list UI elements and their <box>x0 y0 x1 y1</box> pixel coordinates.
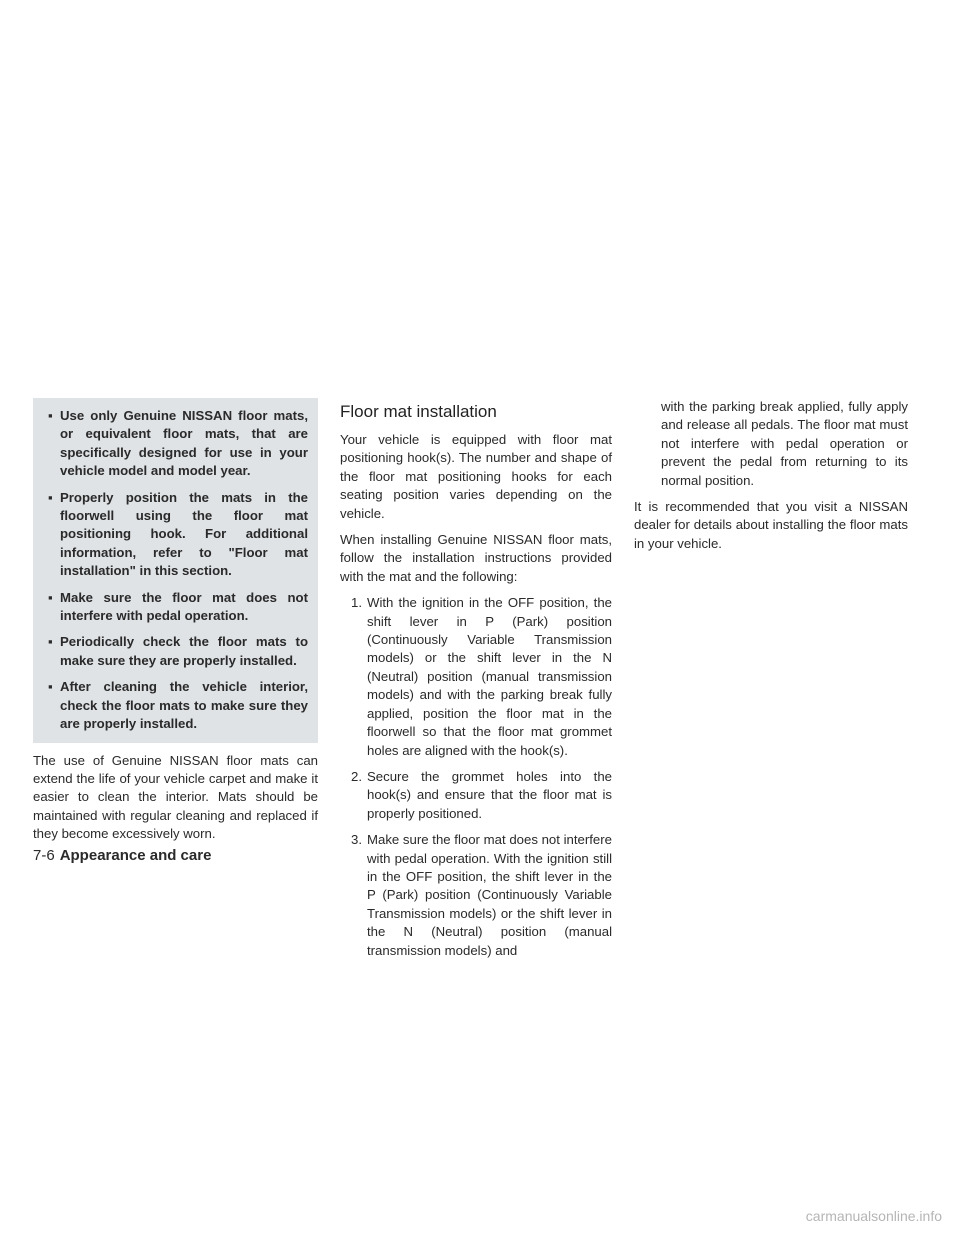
warning-item: ▪ Properly position the mats in the floorwell using the floor mat positioning hook. For additional information, refer to "Floor mat installation" in this section. <box>48 489 308 579</box>
left-column <box>33 398 318 852</box>
watermark: carmanualsonline.info <box>805 1208 942 1224</box>
bullet-icon: ▪ <box>48 408 53 423</box>
section-title: Floor mat installation <box>340 402 497 421</box>
warning-item: ▪ Periodically check the floor mats to make sure they are properly installed. <box>48 634 308 668</box>
bullet-icon: ▪ <box>48 679 53 695</box>
step-number: 1. <box>351 595 362 611</box>
step-number: 3. <box>351 832 362 848</box>
paragraph: When installing Genuine NISSAN floor mats, follow the installation instructions provided with the mat and the following: <box>340 532 612 584</box>
intro-paragraph: The use of Genuine NISSAN floor mats can extend the life of your vehicle carpet and make it easier to clean the interior. Mats should be maintained with regular cleaning and replaced if they become excessively worn. <box>33 752 318 842</box>
right-column <box>634 398 908 561</box>
warning-box <box>33 398 318 743</box>
middle-column <box>340 398 612 968</box>
step-item: 3. Make sure the floor mat does not interfere with pedal operation. With the ignition still in the OFF position, the shift lever in the P (Park) position (Continuously Variable Transmission models) or the shift lever in the N (Neutral) position (manual transmission models) and <box>340 831 612 960</box>
paragraph: It is recommended that you visit a NISSAN dealer for details about installing the floor mats in your vehicle. <box>634 499 908 551</box>
warning-item: ▪ After cleaning the vehicle interior, check the floor mats to make sure they are properly installed. <box>48 679 308 732</box>
paragraph: Your vehicle is equipped with floor mat positioning hook(s). The number and shape of the floor mat positioning hooks for each seating position varies depending on the vehicle. <box>340 432 612 521</box>
bullet-icon: ▪ <box>48 589 53 605</box>
step-number: 2. <box>351 768 362 784</box>
page-footer <box>33 846 211 866</box>
bullet-icon: ▪ <box>48 489 53 505</box>
step-item: 1. With the ignition in the OFF position, the shift lever in P (Park) position (Continuously Variable Transmission models) or the shift lever in the N (Neutral) position (manual transmission models) and with the parking break fully applied, position the floor mat in the floorwell so that the floor mat grommet holes are aligned with the hook(s). <box>340 594 612 760</box>
warning-item: ▪ Use only Genuine NISSAN floor mats, or equivalent floor mats, that are specifically designed for use in your vehicle model and model year. <box>48 408 308 479</box>
section-name: Appearance and care <box>59 847 212 864</box>
step-continuation: with the parking break applied, fully apply and release all pedals. The floor mat must not interfere with pedal operation or prevent the pedal from returning to its normal position. <box>661 399 908 488</box>
bullet-icon: ▪ <box>48 634 53 650</box>
warning-item: ▪ Make sure the floor mat does not interfere with pedal operation. <box>48 589 308 624</box>
step-item: 2. Secure the grommet holes into the hook(s) and ensure that the floor mat is properly positioned. <box>340 768 612 823</box>
page-number: 7-6 <box>33 847 55 864</box>
